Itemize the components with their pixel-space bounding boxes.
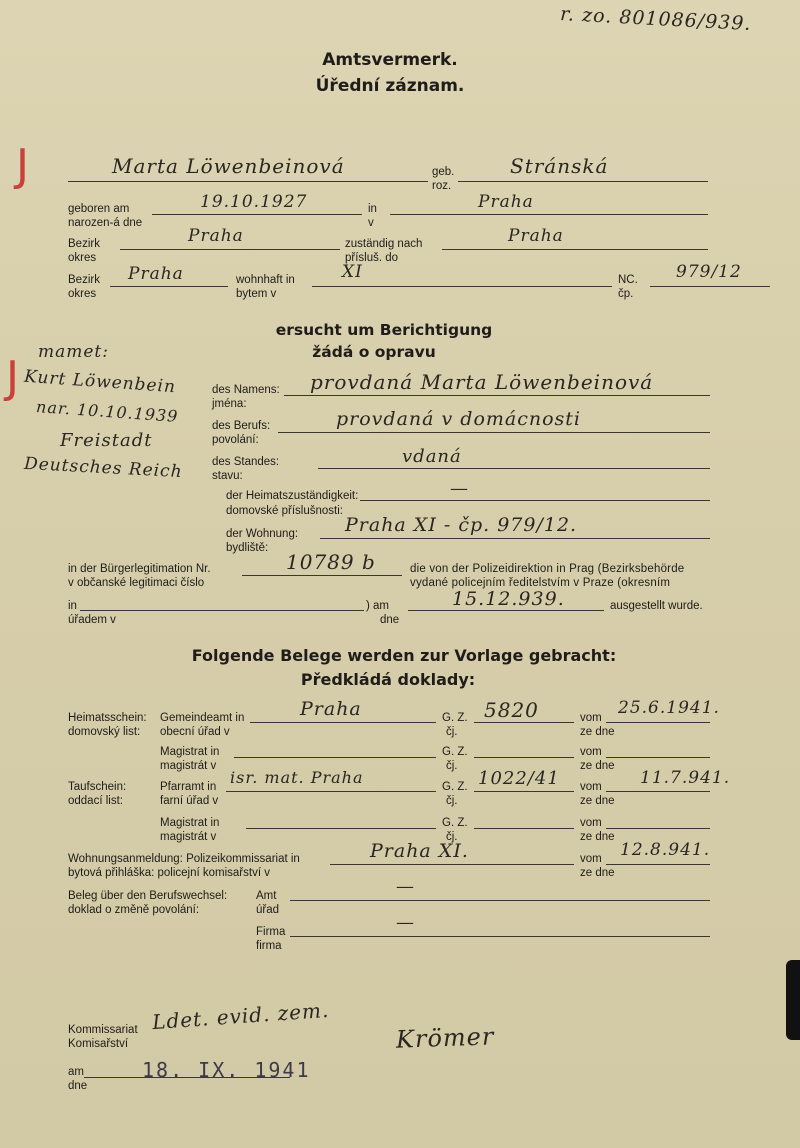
birth-date-value: 19.10.1927 (200, 192, 308, 212)
row5-place-value: Praha XI. (370, 840, 469, 862)
standes-value: vdaná (402, 446, 462, 467)
bezirk2-label-de: Bezirk (68, 274, 100, 286)
footer-date-line (84, 1077, 290, 1078)
documents-heading-cz: Předkládá doklady: (300, 670, 476, 689)
footer-am-label-de: am (68, 1066, 84, 1078)
standes-label-de: des Standes: (212, 456, 280, 468)
row4-date-line (606, 828, 710, 829)
wohnungsanm-label-cz: bytová přihláška: policejní komisařství v (68, 867, 270, 879)
firma-label-de: Firma (256, 926, 286, 938)
beleg-label-cz: doklad o změně povolání: (68, 904, 200, 916)
name-value: Marta Löwenbeinová (112, 154, 345, 178)
row3-date-line (606, 791, 710, 792)
row2-date-line (606, 757, 710, 758)
residence-value: XI (342, 262, 363, 282)
kommissariat-value: Ldet. evid. zem. (151, 997, 331, 1035)
pfarramt-label-de: Pfarramt in (160, 781, 217, 793)
amt-label-cz: úřad (256, 904, 280, 916)
red-mark-top: J (16, 140, 29, 191)
firma-line (290, 936, 710, 937)
standes-line (318, 468, 710, 469)
row5-place-line (330, 864, 574, 865)
namens-value: provdaná Marta Löwenbeinová (310, 370, 654, 394)
amt-value: — (396, 876, 415, 897)
legit-date-value: 15.12.939. (452, 588, 565, 610)
row1-gz-label-cz: čj. (446, 726, 458, 738)
row3-date-value: 11.7.941. (640, 768, 731, 788)
row2-magistrat-label-de: Magistrat in (160, 746, 220, 758)
pfarramt-label-cz: farní úřad v (160, 795, 219, 807)
row3-place-line (226, 791, 436, 792)
namens-label-de: des Namens: (212, 384, 280, 396)
legit-nr-label-cz: v občanské legitimaci číslo (68, 577, 205, 589)
row4-gz-label-de: G. Z. (442, 817, 468, 829)
district2-line (110, 286, 228, 287)
row2-vom-label-de: vom (580, 746, 602, 758)
zustandig-line (442, 249, 708, 250)
maiden-name-value: Stránská (510, 154, 609, 178)
firma-value: — (396, 912, 415, 933)
date-stamp: 18. IX. 1941 (142, 1058, 311, 1082)
row4-magistrat-label-cz: magistrát v (160, 831, 217, 843)
born-label-cz: narozen-á dne (68, 217, 143, 229)
margin-note-line-3: nar. 10.10.1939 (35, 397, 180, 426)
house-number-line (650, 286, 770, 287)
row2-gz-line (474, 757, 574, 758)
namens-line (284, 395, 710, 396)
documents-heading-de: Folgende Belege werden zur Vorlage gebracht: (191, 646, 617, 665)
house-number-value: 979/12 (676, 262, 742, 282)
footer-am-label-cz: dne (68, 1080, 88, 1092)
in-label-cz: v (368, 217, 374, 229)
birth-place-value: Praha (478, 192, 534, 212)
taufschein-label-de: Taufschein: (68, 781, 127, 793)
request-heading-de: ersucht um Berichtigung (275, 321, 493, 339)
margin-note-line-5: Deutsches Reich (23, 453, 184, 483)
row1-place-value: Praha (300, 698, 362, 720)
standes-label-cz: stavu: (212, 470, 243, 482)
taufschein-label-cz: oddací list: (68, 795, 123, 807)
row4-vom-label-cz: ze dne (580, 831, 615, 843)
row3-gz-line (474, 791, 574, 792)
page-edge-shadow (786, 960, 800, 1040)
gemeindeamt-label-cz: obecní úřad v (160, 726, 230, 738)
row1-date-value: 25.6.1941. (618, 698, 720, 718)
row1-gz-line (474, 722, 574, 723)
heimat-label-de: der Heimatszuständigkeit: (226, 490, 359, 502)
wohnung-label-cz: bydliště: (226, 542, 269, 554)
heimat-label-cz: domovské příslušnosti: (226, 505, 343, 517)
legit-nr-value: 10789 b (286, 550, 376, 574)
row1-vom-label-cz: ze dne (580, 726, 615, 738)
heimat-line (360, 500, 710, 501)
maiden-line (458, 181, 708, 182)
wohnung-line (320, 538, 710, 539)
ausgestellt-label: ausgestellt wurde. (610, 600, 703, 612)
row4-gz-label-cz: čj. (446, 831, 458, 843)
row2-place-line (234, 757, 436, 758)
district-line (120, 249, 340, 250)
row4-place-line (246, 828, 436, 829)
signature: Krömer (395, 1022, 495, 1054)
row3-gz-label-de: G. Z. (442, 781, 468, 793)
born-label-de: geboren am (68, 203, 130, 215)
birth-place-line (390, 214, 708, 215)
row5-date-line (606, 864, 710, 865)
district-value: Praha (188, 226, 244, 246)
berufs-label-cz: povolání: (212, 434, 259, 446)
residence-line (312, 286, 612, 287)
amt-label-de: Amt (256, 890, 277, 902)
gemeindeamt-label-de: Gemeindeamt in (160, 712, 245, 724)
row1-date-line (606, 722, 710, 723)
zustandig-label-cz: přísluš. do (345, 252, 399, 264)
district2-value: Praha (128, 264, 184, 284)
row4-vom-label-de: vom (580, 817, 602, 829)
legit-date-line (408, 610, 604, 611)
legit-in-label-cz: úřadem v (68, 614, 116, 626)
legit-am-label-de: ) am (366, 600, 389, 612)
berufs-line (278, 432, 710, 433)
wohnung-label-de: der Wohnung: (226, 528, 299, 540)
row2-magistrat-label-cz: magistrát v (160, 760, 217, 772)
bezirk-label-cz: okres (68, 252, 97, 264)
row1-gz-label-de: G. Z. (442, 712, 468, 724)
row2-vom-label-cz: ze dne (580, 760, 615, 772)
legit-in-label-de: in (68, 600, 77, 612)
title-czech: Úřední záznam. (315, 76, 465, 96)
legit-issuer-de: die von der Polizeidirektion in Prag (Bezirksbehörde (410, 563, 685, 575)
legit-in-line (80, 610, 364, 611)
red-mark-margin: J (6, 352, 19, 403)
legit-am-label-cz: dne (380, 614, 400, 626)
margin-note-line-1: mamet: (38, 342, 109, 362)
kommissariat-label-cz: Komisařství (68, 1038, 129, 1050)
heimatschein-label-cz: domovský list: (68, 726, 141, 738)
margin-note-line-2: Kurt Löwenbein (23, 366, 177, 398)
namens-label-cz: jména: (212, 398, 247, 410)
zustandig-label-de: zuständig nach (345, 238, 423, 250)
berufs-label-de: des Berufs: (212, 420, 271, 432)
row5-vom-label-de: vom (580, 853, 602, 865)
wohnung-value: Praha XI - čp. 979/12. (345, 514, 578, 536)
row3-gz-value: 1022/41 (478, 768, 560, 789)
title-german: Amtsvermerk. (322, 50, 458, 70)
wohnhaft-label-de: wohnhaft in (236, 274, 295, 286)
beleg-label-de: Beleg über den Berufswechsel: (68, 890, 228, 902)
legit-nr-label-de: in der Bürgerlegitimation Nr. (68, 563, 211, 575)
request-heading-cz: žádá o opravu (312, 343, 436, 361)
row3-vom-label-de: vom (580, 781, 602, 793)
nc-label-cz: čp. (618, 288, 634, 300)
amt-line (290, 900, 710, 901)
geb-label-de: geb. (432, 166, 455, 178)
row3-gz-label-cz: čj. (446, 795, 458, 807)
wohnungsanm-label-de: Wohnungsanmeldung: Polizeikommissariat in (68, 853, 300, 865)
margin-note-line-4: Freistadt (60, 430, 153, 451)
birth-date-line (152, 214, 362, 215)
row4-gz-line (474, 828, 574, 829)
row2-gz-label-cz: čj. (446, 760, 458, 772)
reference-number: r. zo. 801086/939. (559, 3, 752, 35)
row3-place-value: isr. mat. Praha (230, 768, 364, 787)
legit-nr-line (242, 575, 402, 576)
zustandig-value: Praha (508, 226, 564, 246)
wohnhaft-label-cz: bytem v (236, 288, 277, 300)
nc-label-de: NC. (618, 274, 638, 286)
legit-issuer-cz: vydané policejním ředitelstvím v Praze (okresním (410, 577, 671, 589)
heimat-value: — (450, 478, 469, 499)
row5-date-value: 12.8.941. (620, 840, 711, 860)
heimatschein-label-de: Heimatsschein: (68, 712, 147, 724)
in-label-de: in (368, 203, 377, 215)
bezirk2-label-cz: okres (68, 288, 97, 300)
row3-vom-label-cz: ze dne (580, 795, 615, 807)
name-line (68, 181, 428, 182)
row5-vom-label-cz: ze dne (580, 867, 615, 879)
row1-gz-value: 5820 (484, 698, 539, 722)
firma-label-cz: firma (256, 940, 282, 952)
berufs-value: provdaná v domácnosti (336, 408, 582, 430)
kommissariat-label-de: Kommissariat (68, 1024, 138, 1036)
geb-label-cz: roz. (432, 180, 452, 192)
row1-vom-label-de: vom (580, 712, 602, 724)
row4-magistrat-label-de: Magistrat in (160, 817, 220, 829)
bezirk-label-de: Bezirk (68, 238, 100, 250)
row1-place-line (250, 722, 436, 723)
row2-gz-label-de: G. Z. (442, 746, 468, 758)
